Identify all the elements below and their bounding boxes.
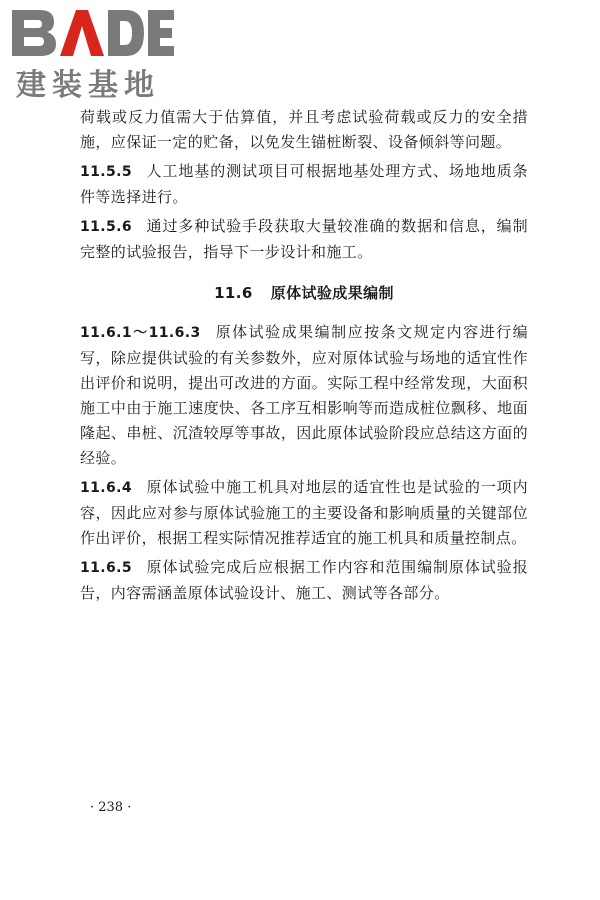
clause-text: 原体试验成果编制应按条文规定内容进行编写，除应提供试验的有关参数外，应对原体试验与场地的适宜性作出评价和说明，提出可改进的方面。实际工程中经常发现，大面积施工中由于施工速度快、各工序互相影响等而造成桩位飘移、地面隆起、串桩、沉渣较厚等事故，因此原体试验阶段应总结这方面的经验。 [80, 323, 528, 467]
clause-number: 11.6.5 [80, 560, 133, 576]
document-body [80, 105, 528, 610]
clause-text: 通过多种试验手段获取大量较准确的数据和信息，编制完整的试验报告，指导下一步设计和施工。 [80, 217, 528, 261]
clause-11-6-5 [80, 555, 528, 606]
bade-wordmark-icon [10, 6, 175, 60]
page-number: · 238 · [90, 800, 132, 815]
logo-subtitle: 建装基地 [16, 68, 160, 103]
section-number: 11.6 [214, 284, 253, 302]
clause-11-5-6 [80, 214, 528, 265]
clause-text: 原体试验完成后应根据工作内容和范围编制原体试验报告，内容需涵盖原体试验设计、施工、测试等各部分。 [80, 558, 528, 602]
intro-paragraph: 荷载或反力值需大于估算值，并且考虑试验荷载或反力的安全措施，应保证一定的贮备，以免发生锚桩断裂、设备倾斜等问题。 [80, 108, 528, 151]
clause-number: 11.6.4 [80, 480, 133, 496]
clause-number: 11.5.5 [80, 164, 133, 180]
clause-text: 原体试验中施工机具对地层的适宜性也是试验的一项内容，因此应对参与原体试验施工的主要设备和影响质量的关键部位作出评价，根据工程实际情况推荐适宜的施工机具和质量控制点。 [80, 478, 528, 547]
clause-11-5-5 [80, 159, 528, 210]
section-title-text: 原体试验成果编制 [270, 284, 394, 302]
clause-text: 人工地基的测试项目可根据地基处理方式、场地地质条件等选择进行。 [80, 162, 528, 206]
clause-11-6-4 [80, 475, 528, 551]
bade-logo [10, 6, 175, 103]
section-heading [80, 281, 528, 306]
clause-number: 11.6.1～11.6.3 [80, 325, 201, 341]
clause-11-6-1-3 [80, 320, 528, 471]
clause-number: 11.5.6 [80, 219, 133, 235]
